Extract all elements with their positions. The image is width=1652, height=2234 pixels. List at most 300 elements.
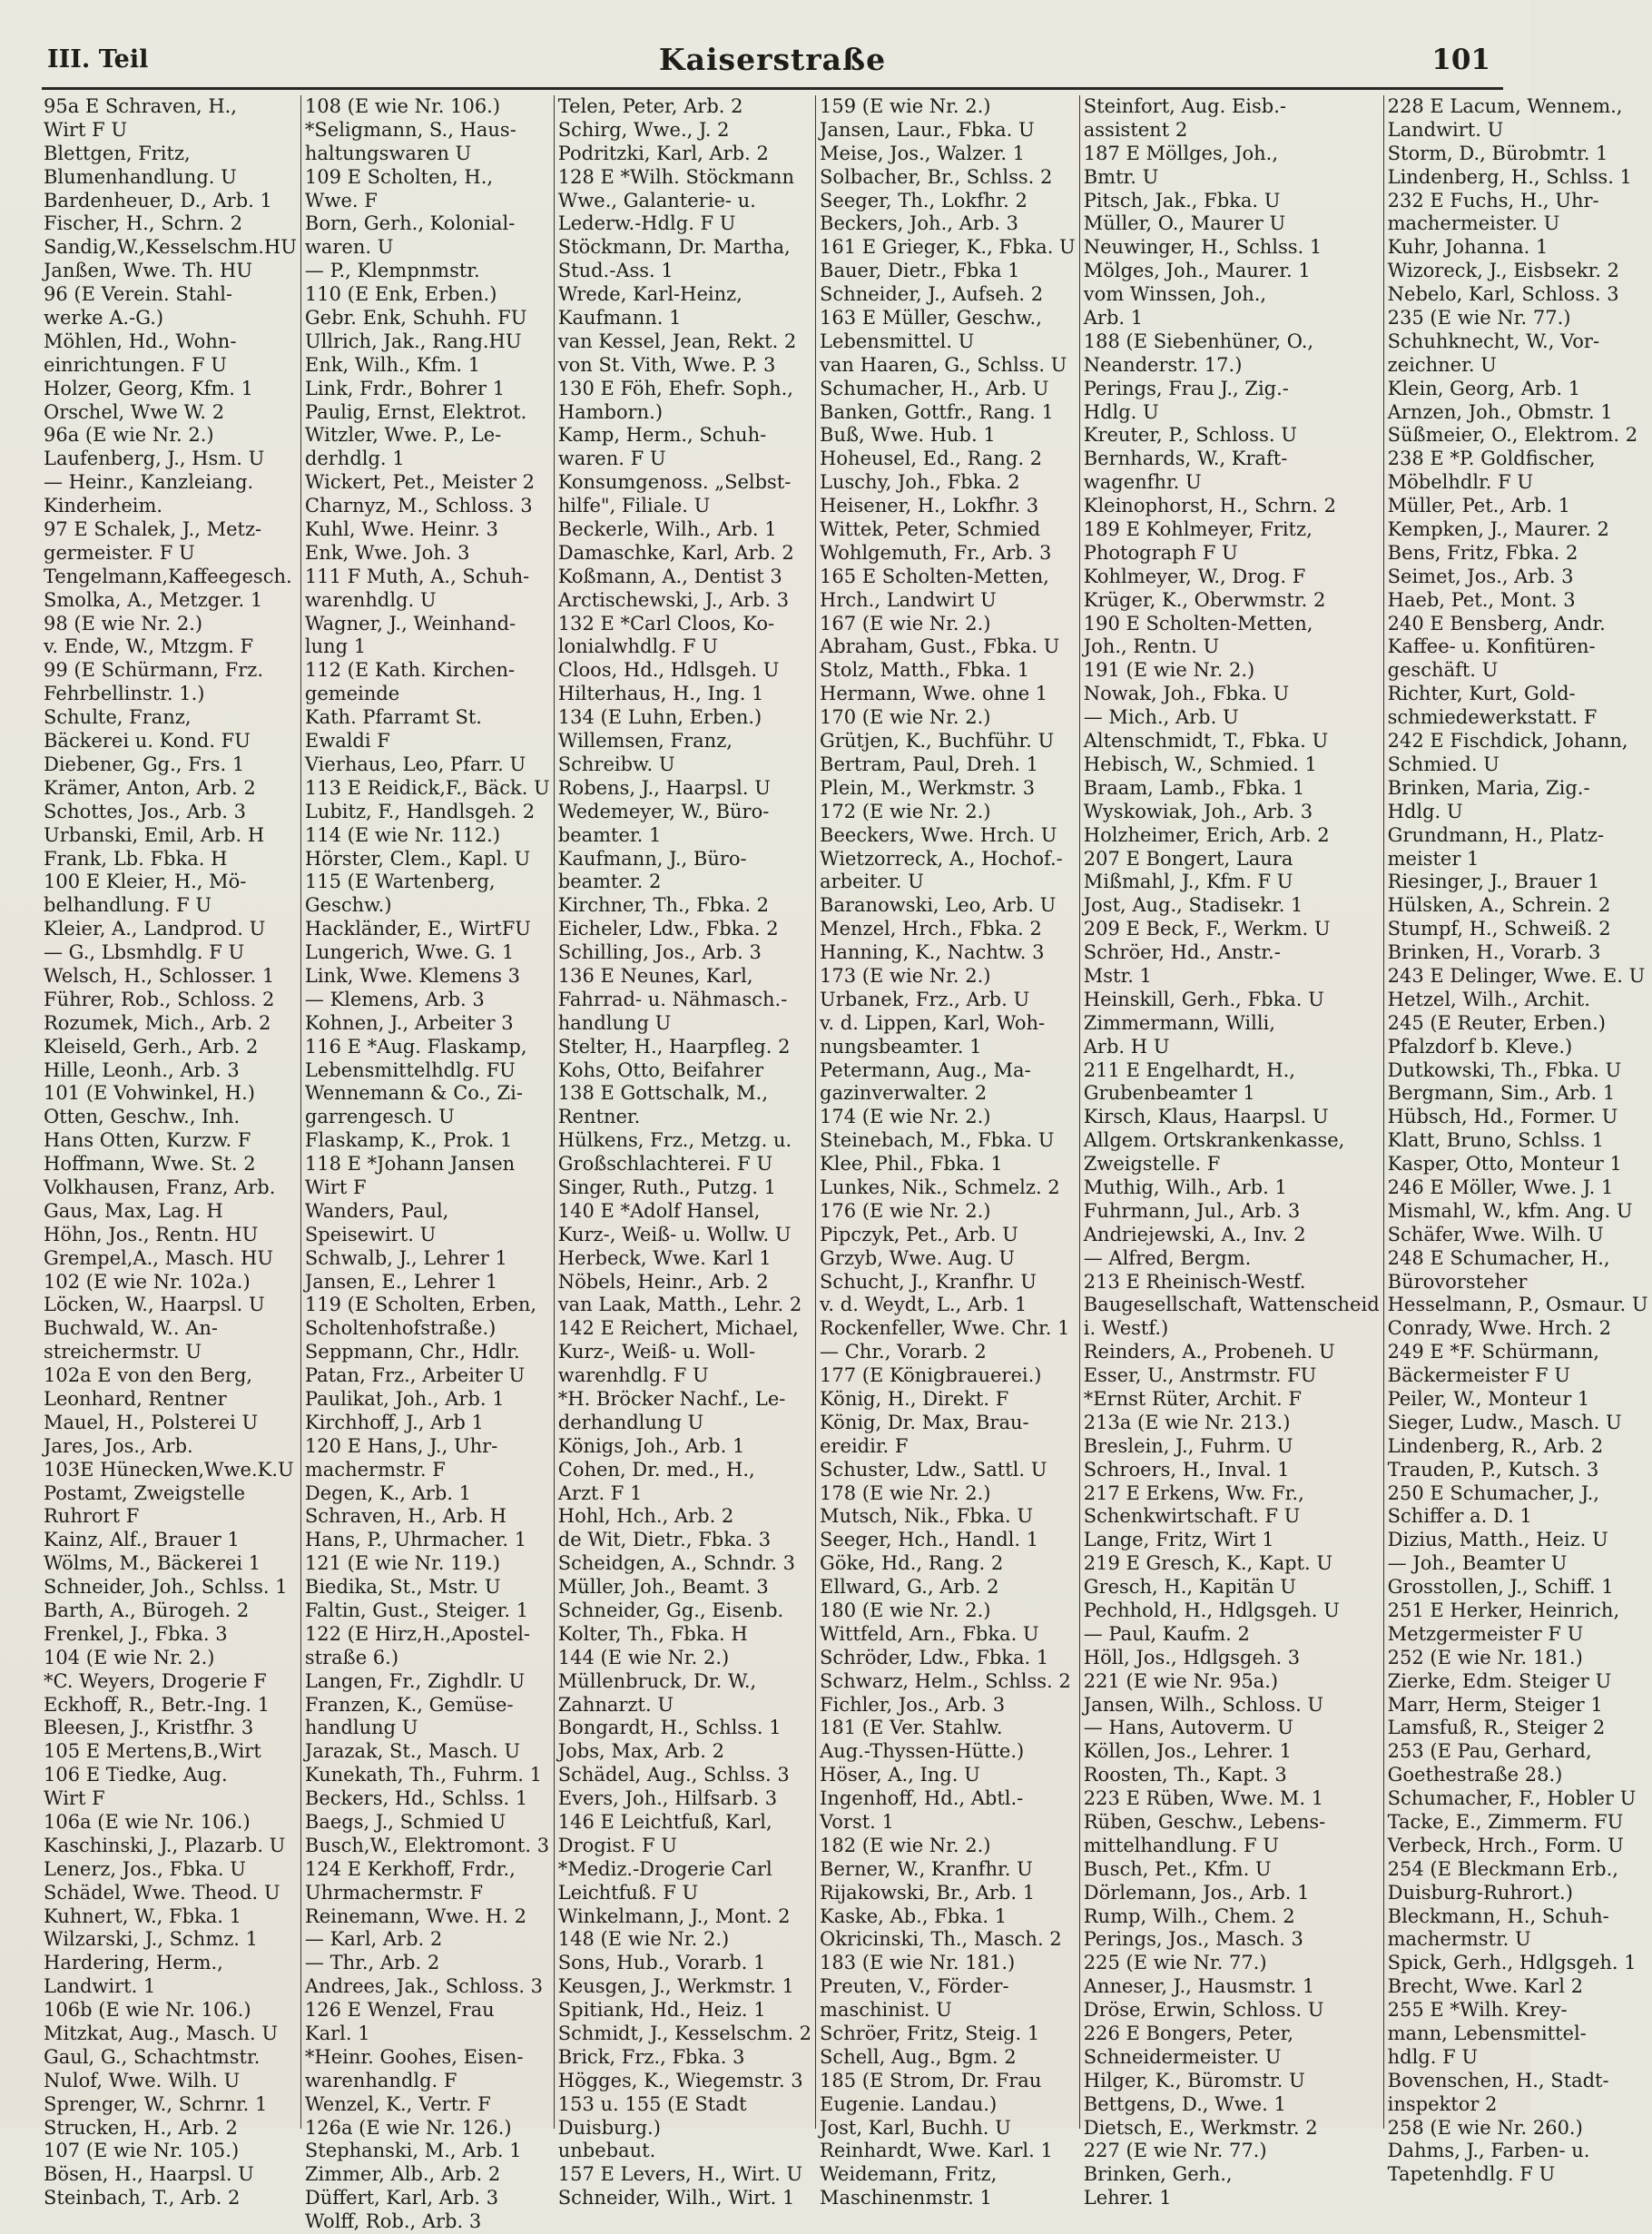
directory-entry-line: Rump, Wilh., Chem. 2 <box>1083 1904 1295 1927</box>
directory-entry-line: Pipczyk, Pet., Arb. U <box>820 1223 1018 1245</box>
directory-entry-line: *C. Weyers, Drogerie F <box>44 1669 267 1692</box>
directory-entry-line: Steinfort, Aug. Eisb.- <box>1083 95 1287 117</box>
directory-entry-line: belhandlung. F U <box>44 894 212 917</box>
directory-entry-line: Grosstollen, J., Schiff. 1 <box>1387 1576 1614 1599</box>
directory-entry-line: Göke, Hd., Rang. 2 <box>820 1552 1004 1575</box>
directory-entry-line: Wittek, Peter, Schmied <box>820 518 1041 541</box>
directory-entry-line: Scholtenhofstraße.) <box>304 1317 497 1340</box>
directory-entry-line: — Paul, Kaufm. 2 <box>1083 1622 1250 1645</box>
directory-entry-line: van Haaren, G., Schlss. U <box>820 353 1067 376</box>
directory-entry-line: Kempken, J., Maurer. 2 <box>1387 518 1609 541</box>
directory-entry-line: Telen, Peter, Arb. 2 <box>557 95 743 117</box>
directory-entry-line: Dahms, J., Farben- u. <box>1387 2140 1590 2162</box>
directory-entry-line: 128 E *Wilh. Stöckmann <box>557 165 794 188</box>
directory-entry-line: Arzt. F 1 <box>557 1481 643 1504</box>
directory-entry-line: Jost, Karl, Buchh. U <box>820 2116 1011 2139</box>
directory-entry-line: inspektor 2 <box>1387 2092 1498 2115</box>
directory-entry-line: Kleinophorst, H., Schrn. 2 <box>1083 495 1336 517</box>
directory-entry-line: Hille, Leonh., Arb. 3 <box>44 1058 240 1081</box>
directory-entry-line: Stephanski, M., Arb. 1 <box>304 2140 522 2162</box>
directory-entry-line: Schirg, Wwe., J. 2 <box>557 118 730 141</box>
directory-entry-line: 130 E Föh, Ehefr. Soph., <box>557 377 793 399</box>
directory-entry-line: Haeb, Pet., Mont. 3 <box>1387 588 1576 611</box>
directory-entry-line: Holzheimer, Erich, Arb. 2 <box>1083 823 1330 846</box>
directory-entry-line: Hanning, K., Nachtw. 3 <box>820 941 1045 964</box>
directory-entry-line: Barth, A., Bürogeh. 2 <box>44 1599 250 1621</box>
directory-entry-line: Born, Gerh., Kolonial- <box>304 212 516 235</box>
directory-entry-line: Jost, Aug., Stadisekr. 1 <box>1083 894 1303 917</box>
directory-entry-line: Bmtr. U <box>1083 165 1159 188</box>
directory-entry-line: Süßmeier, O., Elektrom. 2 <box>1387 424 1638 447</box>
directory-entry-line: mittelhandlung. F U <box>1083 1834 1279 1856</box>
directory-entry-line: Arb. H U <box>1083 1035 1170 1058</box>
directory-entry-line: gemeinde <box>304 683 400 705</box>
directory-entry-line: Klein, Georg, Arb. 1 <box>1387 377 1581 399</box>
directory-entry-line: Winkelmann, J., Mont. 2 <box>557 1904 791 1927</box>
directory-entry-line: 148 (E wie Nr. 2.) <box>557 1928 730 1951</box>
directory-entry-line: Verbeck, Hrch., Form. U <box>1387 1834 1624 1856</box>
directory-entry-line: Pfalzdorf b. Kleve.) <box>1387 1035 1573 1058</box>
directory-entry-line: Cloos, Hd., Hdlsgeh. U <box>557 659 780 682</box>
directory-entry-line: Wölms, M., Bäckerei 1 <box>44 1552 261 1575</box>
directory-entry-line: 253 (E Pau, Gerhard, <box>1387 1740 1592 1763</box>
directory-entry-line: Kuhl, Wwe. Heinr. 3 <box>304 518 498 541</box>
directory-entry-line: 187 E Möllges, Joh., <box>1083 142 1279 164</box>
directory-entry-line: Möhlen, Hd., Wohn- <box>44 330 237 352</box>
directory-entry-line: 146 E Leichtfuß, Karl, <box>557 1811 772 1834</box>
directory-entry-line: Strucken, H., Arb. 2 <box>44 2116 238 2139</box>
directory-entry-line: Krüger, K., Oberwmstr. 2 <box>1083 588 1326 611</box>
directory-entry-line: i. Westf.) <box>1083 1317 1169 1340</box>
directory-entry-line: Conrady, Wwe. Hrch. 2 <box>1387 1317 1611 1340</box>
directory-entry-line: Diebener, Gg., Frs. 1 <box>44 753 245 775</box>
directory-entry-line: Kaufmann. 1 <box>557 307 682 330</box>
directory-entry-line: 238 E *P. Goldfischer, <box>1387 448 1596 470</box>
directory-entry-line: Okricinski, Th., Masch. 2 <box>820 1928 1062 1951</box>
directory-entry-line: Frank, Lb. Fbka. H <box>44 847 228 870</box>
directory-entry-line: Möbelhdlr. F U <box>1387 471 1534 494</box>
directory-entry-line: Janßen, Wwe. Th. HU <box>44 260 253 282</box>
directory-entry-line: Kurz-, Weiß- u. Wollw. U <box>557 1223 792 1245</box>
directory-entry-line: Beeckers, Wwe. Hrch. U <box>820 823 1057 846</box>
directory-entry-line: *Mediz.-Drogerie Carl <box>557 1857 772 1880</box>
directory-entry-line: Kuhr, Johanna. 1 <box>1387 236 1549 259</box>
directory-entry-line: 107 (E wie Nr. 105.) <box>44 2140 240 2162</box>
directory-entry-line: Braam, Lamb., Fbka. 1 <box>1083 776 1305 799</box>
directory-entry-line: 163 E Müller, Geschw., <box>820 307 1042 330</box>
directory-entry-line: 180 (E wie Nr. 2.) <box>820 1599 991 1621</box>
directory-entry-line: Stud.-Ass. 1 <box>557 260 674 282</box>
directory-entry-line: Wwe., Galanterie- u. <box>557 189 756 212</box>
directory-entry-line: Hesselmann, P., Osmaur. U <box>1387 1294 1648 1316</box>
directory-entry-line: Lange, Fritz, Wirt 1 <box>1083 1529 1274 1551</box>
directory-entry-line: — Heinr., Kanzleiang. <box>44 471 254 494</box>
directory-entry-line: beamter. 1 <box>557 823 662 846</box>
directory-entry-line: einrichtungen. F U <box>44 353 227 376</box>
directory-entry-line: 119 (E Scholten, Erben, <box>304 1294 537 1316</box>
directory-entry-line: 118 E *Johann Jansen <box>304 1153 516 1176</box>
directory-entry-line: 246 E Möller, Wwe. J. 1 <box>1387 1176 1614 1198</box>
directory-entry-line: Eicheler, Ldw., Fbka. 2 <box>557 918 779 940</box>
directory-entry-line: Seimet, Jos., Arb. 3 <box>1387 565 1574 587</box>
directory-entry-line: 185 (E Strom, Dr. Frau <box>820 2069 1042 2091</box>
directory-entry-line: Podritzki, Karl, Arb. 2 <box>557 142 769 164</box>
directory-entry-line: 132 E *Carl Cloos, Ko- <box>557 612 775 635</box>
directory-entry-line: Urbanski, Emil, Arb. H <box>44 823 265 846</box>
directory-entry-line: Hackländer, E., WirtFU <box>304 918 531 940</box>
directory-entry-line: Lebensmittelhdlg. FU <box>304 1058 516 1081</box>
directory-entry-line: Klatt, Bruno, Schlss. 1 <box>1387 1129 1604 1152</box>
directory-entry-line: Andrees, Jak., Schloss. 3 <box>304 1975 544 1998</box>
directory-entry-line: Brinken, Gerh., <box>1083 2163 1233 2186</box>
directory-entry-line: Geschw.) <box>304 894 392 917</box>
directory-entry-line: Cohen, Dr. med., H., <box>557 1458 755 1481</box>
directory-entry-line: Sieger, Ludw., Masch. U <box>1387 1411 1622 1433</box>
directory-entry-line: Müller, Joh., Beamt. 3 <box>557 1576 769 1599</box>
directory-column <box>42 95 300 2209</box>
directory-entry-line: Dietsch, E., Werkmstr. 2 <box>1083 2116 1318 2139</box>
directory-entry-line: 213 E Rheinisch-Westf. <box>1083 1270 1306 1293</box>
directory-entry-line: Preuten, V., Förder- <box>820 1975 1009 1998</box>
directory-entry-line: Grundmann, H., Platz- <box>1387 823 1605 846</box>
directory-entry-line: Kohlmeyer, W., Drog. F <box>1083 565 1306 587</box>
directory-entry-line: Lehrer. 1 <box>1083 2187 1172 2209</box>
directory-entry-line: *Heinr. Goohes, Eisen- <box>304 2045 524 2068</box>
directory-entry-line: 120 E Hans, J., Uhr- <box>304 1434 498 1457</box>
directory-entry-line: Blettgen, Fritz, <box>44 142 191 164</box>
directory-entry-line: Kaske, Ab., Fbka. 1 <box>820 1904 1008 1927</box>
directory-entry-line: Joh., Rentn. U <box>1083 635 1220 658</box>
directory-entry-line: Riesinger, J., Brauer 1 <box>1387 871 1600 893</box>
directory-entry-line: Karl. 1 <box>304 2022 370 2045</box>
directory-entry-line: Perings, Frau J., Zig.- <box>1083 377 1289 399</box>
directory-entry-line: Reinhardt, Wwe. Karl. 1 <box>820 2140 1053 2162</box>
directory-entry-line: schmiedewerkstatt. F <box>1387 706 1598 729</box>
directory-entry-line: Gresch, H., Kapitän U <box>1083 1576 1296 1599</box>
directory-entry-line: Tacke, E., Zimmerm. FU <box>1387 1811 1624 1834</box>
directory-entry-line: Kasper, Otto, Monteur 1 <box>1387 1153 1622 1176</box>
directory-entry-line: Schumacher, F., Hobler U <box>1387 1787 1637 1810</box>
directory-entry-line: Jares, Jos., Arb. <box>44 1434 193 1457</box>
directory-entry-line: 181 (E Ver. Stahlw. <box>820 1717 1003 1739</box>
directory-entry-line: Enk, Wilh., Kfm. 1 <box>304 353 481 376</box>
directory-entry-line: Weidemann, Fritz, <box>820 2163 998 2186</box>
directory-entry-line: van Laak, Matth., Lehr. 2 <box>557 1294 802 1316</box>
directory-entry-line: 106a (E wie Nr. 106.) <box>44 1811 251 1834</box>
directory-entry-line: Rozumek, Mich., Arb. 2 <box>44 1011 271 1034</box>
directory-entry-line: Urbanek, Frz., Arb. U <box>820 988 1030 1010</box>
directory-entry-line: Dörlemann, Jos., Arb. 1 <box>1083 1881 1310 1904</box>
directory-entry-line: Fehrbellinstr. 1.) <box>44 683 205 705</box>
directory-entry-line: Schröer, Hd., Anstr.- <box>1083 941 1281 964</box>
directory-entry-line: handlung U <box>557 1011 672 1034</box>
directory-entry-line: Baegs, J., Schmied U <box>304 1811 506 1834</box>
directory-entry-line: — Karl, Arb. 2 <box>304 1928 443 1951</box>
directory-entry-line: 113 E Reidick,F., Bäck. U <box>304 776 550 799</box>
directory-entry-line: Schucht, J., Kranfhr. U <box>820 1270 1037 1293</box>
directory-entry-line: 140 E *Adolf Hansel, <box>557 1199 761 1222</box>
directory-entry-line: Högges, K., Wiegemstr. 3 <box>557 2069 803 2091</box>
directory-entry-line: Fichler, Jos., Arb. 3 <box>820 1693 1006 1716</box>
directory-entry-line: 167 (E wie Nr. 2.) <box>820 612 991 635</box>
directory-entry-line: waren. U <box>304 236 394 259</box>
directory-entry-line: *H. Bröcker Nachf., Le- <box>557 1387 786 1410</box>
directory-entry-line: Schuhknecht, W., Vor- <box>1387 330 1600 352</box>
directory-entry-line: 138 E Gottschalk, M., <box>557 1082 769 1105</box>
directory-entry-line: Herbeck, Wwe. Karl 1 <box>557 1246 772 1269</box>
directory-entry-line: Bertram, Paul, Dreh. 1 <box>820 753 1039 775</box>
directory-entry-line: Kaufmann, J., Büro- <box>557 847 747 870</box>
directory-entry-line: 102a E von den Berg, <box>44 1364 253 1387</box>
directory-column <box>1079 95 1383 2209</box>
directory-entry-line: Busch, Pet., Kfm. U <box>1083 1857 1272 1880</box>
directory-entry-line: Schumacher, H., Arb. U <box>820 377 1049 399</box>
directory-entry-line: Allgem. Ortskrankenkasse, <box>1083 1129 1345 1152</box>
directory-entry-line: Hdlg. U <box>1387 800 1463 822</box>
directory-entry-line: Heinskill, Gerh., Fbka. U <box>1083 988 1324 1010</box>
directory-entry-line: 173 (E wie Nr. 2.) <box>820 964 991 987</box>
directory-entry-line: Eckhoff, R., Betr.-Ing. 1 <box>44 1693 270 1716</box>
directory-entry-line: 121 (E wie Nr. 119.) <box>304 1552 501 1575</box>
directory-entry-line: Andriejewski, A., Inv. 2 <box>1083 1223 1306 1245</box>
directory-entry-line: werke A.-G.) <box>44 307 164 330</box>
directory-entry-line: 182 (E wie Nr. 2.) <box>820 1834 991 1856</box>
directory-entry-line: Wrede, Karl-Heinz, <box>557 283 742 306</box>
directory-entry-line: Tapetenhdlg. F U <box>1387 2163 1556 2186</box>
directory-entry-line: Schwalb, J., Lehrer 1 <box>304 1246 507 1269</box>
directory-entry-line: König, H., Direkt. F <box>820 1387 1009 1410</box>
directory-entry-line: 251 E Herker, Heinrich, <box>1387 1599 1620 1621</box>
directory-entry-line: Plein, M., Werkmstr. 3 <box>820 776 1036 799</box>
directory-entry-line: Goethestraße 28.) <box>1387 1764 1563 1786</box>
directory-entry-line: Muthig, Wilh., Arb. 1 <box>1083 1176 1287 1198</box>
directory-entry-line: Schröer, Fritz, Steig. 1 <box>820 2022 1040 2045</box>
directory-entry-line: vom Winssen, Joh., <box>1083 283 1267 306</box>
directory-entry-line: Nebelo, Karl, Schloss. 3 <box>1387 283 1619 306</box>
directory-entry-line: Nowak, Joh., Fbka. U <box>1083 683 1290 705</box>
directory-entry-line: 177 (E Königbrauerei.) <box>820 1364 1042 1387</box>
directory-entry-line: 126 E Wenzel, Frau <box>304 1999 495 2022</box>
directory-entry-line: Grubenbeamter 1 <box>1083 1082 1255 1105</box>
directory-entry-line: Photograph F U <box>1083 541 1238 564</box>
directory-entry-line: Zimmer, Alb., Arb. 2 <box>304 2163 501 2186</box>
directory-entry-line: Bergmann, Sim., Arb. 1 <box>1387 1082 1616 1105</box>
directory-entry-line: warenhandlg. F <box>304 2069 457 2091</box>
directory-entry-line: Kainz, Alf., Brauer 1 <box>44 1529 240 1551</box>
directory-entry-line: Rüben, Geschw., Lebens- <box>1083 1811 1326 1834</box>
directory-entry-line: Ruhrort F <box>44 1505 140 1528</box>
directory-entry-line: Stelter, H., Haarpfleg. 2 <box>557 1035 791 1058</box>
directory-entry-line: Blumenhandlung. U <box>44 165 237 188</box>
directory-entry-line: 227 (E wie Nr. 77.) <box>1083 2140 1267 2162</box>
directory-entry-line: handlung U <box>304 1717 418 1739</box>
directory-entry-line: 136 E Neunes, Karl, <box>557 964 753 987</box>
directory-entry-line: Bäckerei u. Kond. FU <box>44 730 251 753</box>
directory-entry-line: Sandig,W.,Kesselschm.HU <box>44 236 297 259</box>
directory-entry-line: Postamt, Zweigstelle <box>44 1481 246 1504</box>
directory-entry-line: Schreibw. U <box>557 753 675 775</box>
directory-entry-line: Schmied. U <box>1387 753 1500 775</box>
directory-entry-line: Schmidt, J., Kesselschm. 2 <box>557 2022 812 2045</box>
directory-entry-line: Paulig, Ernst, Elektrot. <box>304 400 527 423</box>
directory-entry-line: Wittfeld, Arn., Fbka. U <box>820 1622 1039 1645</box>
directory-entry-line: Hans, P., Uhrmacher. 1 <box>304 1529 527 1551</box>
directory-entry-line: Wenzel, K., Vertr. F <box>304 2092 491 2115</box>
directory-entry-line: — Hans, Autoverm. U <box>1083 1717 1293 1739</box>
directory-entry-line: arbeiter. U <box>820 871 924 893</box>
directory-entry-line: Lindenberg, H., Schlss. 1 <box>1387 165 1632 188</box>
directory-entry-line: Führer, Rob., Schloss. 2 <box>44 988 275 1010</box>
directory-entry-line: Hübsch, Hd., Former. U <box>1387 1106 1618 1128</box>
directory-entry-line: Storm, D., Bürobmtr. 1 <box>1387 142 1608 164</box>
directory-entry-line: Mölges, Joh., Maurer. 1 <box>1083 260 1311 282</box>
directory-entry-line: Wagner, J., Weinhand- <box>304 612 516 635</box>
directory-entry-line: germeister. F U <box>44 541 195 564</box>
directory-entry-line: machermstr. F <box>304 1458 446 1481</box>
directory-entry-line: Höhn, Jos., Rentn. HU <box>44 1223 259 1245</box>
directory-entry-line: Bürovorsteher <box>1387 1270 1528 1293</box>
directory-entry-line: Spitiank, Hd., Heiz. 1 <box>557 1999 766 2022</box>
directory-entry-line: Mismahl, W., kfm. Ang. U <box>1387 1199 1633 1222</box>
directory-entry-line: Bleckmann, H., Schuh- <box>1387 1904 1609 1927</box>
directory-entry-line: Löcken, W., Haarpsl. U <box>44 1294 265 1316</box>
directory-entry-line: Brecht, Wwe. Karl 2 <box>1387 1975 1583 1998</box>
directory-entry-line: Schell, Aug., Bgm. 2 <box>820 2045 1017 2068</box>
directory-entry-line: 95a E Schraven, H., <box>44 95 237 117</box>
directory-entry-line: Hamborn.) <box>557 400 664 423</box>
directory-entry-line: Bauer, Dietr., Fbka 1 <box>820 260 1020 282</box>
directory-entry-line: Nöbels, Heinr., Arb. 2 <box>557 1270 769 1293</box>
directory-entry-line: gazinverwalter. 2 <box>820 1082 988 1105</box>
directory-entry-line: Otten, Geschw., Inh. <box>44 1106 241 1128</box>
directory-entry-line: Schottes, Jos., Arb. 3 <box>44 800 246 822</box>
directory-entry-line: Leichtfuß. F U <box>557 1881 699 1904</box>
directory-entry-line: Degen, K., Arb. 1 <box>304 1481 471 1504</box>
directory-entry-line: de Wit, Dietr., Fbka. 3 <box>557 1529 772 1551</box>
directory-entry-line: Holzer, Georg, Kfm. 1 <box>44 377 254 399</box>
directory-entry-line: Kirchhoff, J., Arb 1 <box>304 1411 484 1433</box>
directory-entry-line: Wilzarski, J., Schmz. 1 <box>44 1928 259 1951</box>
directory-entry-line: Gaul, G., Schachtmstr. <box>44 2045 261 2068</box>
directory-entry-line: Patan, Frz., Arbeiter U <box>304 1364 526 1387</box>
directory-entry-line: Arnzen, Joh., Obmstr. 1 <box>1387 400 1613 423</box>
directory-entry-line: ereidir. F <box>820 1434 909 1457</box>
directory-entry-line: Paulikat, Joh., Arb. 1 <box>304 1387 505 1410</box>
directory-entry-line: derhdlg. 1 <box>304 448 405 470</box>
directory-entry-line: Hardering, Herm., <box>44 1952 223 1974</box>
directory-entry-line: 252 (E wie Nr. 181.) <box>1387 1646 1583 1668</box>
street-title: Kaiserstraße <box>658 42 887 77</box>
directory-entry-line: Schröder, Ldw., Fbka. 1 <box>820 1646 1049 1668</box>
directory-entry-line: Müller, Pet., Arb. 1 <box>1387 495 1571 517</box>
directory-entry-line: Hülkens, Frz., Metzg. u. <box>557 1129 792 1152</box>
directory-entry-line: Hörster, Clem., Kapl. U <box>304 847 531 870</box>
directory-entry-line: 258 (E wie Nr. 260.) <box>1387 2116 1583 2139</box>
directory-entry-line: Speisewirt. U <box>304 1223 437 1245</box>
directory-entry-line: 250 E Schumacher, J., <box>1387 1481 1599 1504</box>
directory-entry-line: Solbacher, Br., Schlss. 2 <box>820 165 1053 188</box>
directory-entry-line: 106 E Tiedke, Aug. <box>44 1764 228 1786</box>
directory-entry-line: Kohs, Otto, Beifahrer <box>557 1058 764 1081</box>
directory-entry-line: 112 (E Kath. Kirchen- <box>304 659 516 682</box>
directory-entry-line: streichermstr. U <box>44 1341 202 1363</box>
directory-entry-line: Tengelmann,Kaffeegesch. <box>44 565 292 587</box>
directory-entry-line: Jobs, Max, Arb. 2 <box>557 1740 724 1763</box>
directory-entry-line: — Alfred, Bergm. <box>1083 1246 1252 1269</box>
directory-entry-line: Brinken, H., Vorarb. 3 <box>1387 941 1601 964</box>
directory-entry-line: meister 1 <box>1387 847 1480 870</box>
directory-entry-line: Hoheusel, Ed., Rang. 2 <box>820 448 1043 470</box>
directory-entry-line: 217 E Erkens, Ww. Fr., <box>1083 1481 1304 1504</box>
directory-entry-line: Schneider, Gg., Eisenb. <box>557 1599 784 1621</box>
directory-entry-line: Kamp, Herm., Schuh- <box>557 424 767 447</box>
directory-entry-line: Lubitz, F., Handlsgeh. 2 <box>304 800 536 822</box>
directory-entry-line: 207 E Bongert, Laura <box>1083 847 1293 870</box>
directory-entry-line: maschinist. U <box>820 1999 952 2022</box>
directory-entry-line: 189 E Kohlmeyer, Fritz, <box>1083 518 1313 541</box>
directory-entry-line: Bäckermeister F U <box>1387 1364 1570 1387</box>
directory-entry-line: 142 E Reichert, Michael, <box>557 1317 799 1340</box>
directory-entry-line: 144 (E wie Nr. 2.) <box>557 1646 730 1668</box>
directory-entry-line: Keusgen, J., Werkmstr. 1 <box>557 1975 794 1998</box>
directory-entry-line: Kolter, Th., Fbka. H <box>557 1622 748 1645</box>
directory-entry-line: Dröse, Erwin, Schloss. U <box>1083 1999 1324 2022</box>
directory-entry-line: wagenfhr. U <box>1083 471 1202 494</box>
directory-entry-line: 103E Hünecken,Wwe.K.U <box>44 1458 294 1481</box>
directory-entry-line: Ellward, G., Arb. 2 <box>820 1576 999 1599</box>
directory-entry-line: Maschinenmstr. 1 <box>820 2187 992 2209</box>
directory-entry-line: 153 u. 155 (E Stadt <box>557 2092 747 2115</box>
directory-entry-line: Jansen, Wilh., Schloss. U <box>1083 1693 1324 1716</box>
directory-entry-line: Esser, U., Anstrmstr. FU <box>1083 1364 1317 1387</box>
directory-entry-line: Schädel, Aug., Schlss. 3 <box>557 1764 790 1786</box>
directory-entry-line: Schuster, Ldw., Sattl. U <box>820 1458 1047 1481</box>
directory-entry-line: 183 (E wie Nr. 181.) <box>820 1952 1016 1974</box>
directory-entry-line: Wizoreck, J., Eisbsekr. 2 <box>1387 260 1620 282</box>
directory-entry-line: assistent 2 <box>1083 118 1188 141</box>
directory-entry-line: Uhrmachermstr. F <box>304 1881 484 1904</box>
directory-entry-line: Eugenie. Landau.) <box>820 2092 998 2115</box>
directory-entry-line: Arb. 1 <box>1083 307 1144 330</box>
directory-entry-line: Beckers, Joh., Arb. 3 <box>820 212 1018 235</box>
directory-entry-line: Kunekath, Th., Fuhrm. 1 <box>304 1764 542 1786</box>
directory-entry-line: Anneser, J., Hausmstr. 1 <box>1083 1975 1315 1998</box>
directory-entry-line: hdlg. F U <box>1387 2045 1479 2068</box>
directory-entry-line: Wyskowiak, Joh., Arb. 3 <box>1083 800 1313 822</box>
directory-entry-line: Stolz, Matth., Fbka. 1 <box>820 659 1030 682</box>
directory-entry-line: Rockenfeller, Wwe. Chr. 1 <box>820 1317 1070 1340</box>
directory-entry-line: 134 (E Luhn, Erben.) <box>557 706 762 729</box>
directory-entry-line: Stöckmann, Dr. Martha, <box>557 236 791 259</box>
directory-entry-line: Schilling, Jos., Arb. 3 <box>557 941 762 964</box>
directory-entry-line: Mißmahl, J., Kfm. F U <box>1083 871 1293 893</box>
directory-entry-line: Reinemann, Wwe. H. 2 <box>304 1904 526 1927</box>
directory-entry-line: Hdlg. U <box>1083 400 1159 423</box>
directory-entry-line: Welsch, H., Schlosser. 1 <box>44 964 275 987</box>
directory-entry-line: Dutkowski, Th., Fbka. U <box>1387 1058 1622 1081</box>
directory-entry-line: 223 E Rüben, Wwe. M. 1 <box>1083 1787 1324 1810</box>
directory-entry-line: Schenkwirtschaft. F U <box>1083 1505 1301 1528</box>
directory-entry-line: 221 (E wie Nr. 95a.) <box>1083 1669 1279 1692</box>
directory-entry-line: hilfe", Filiale. U <box>557 495 711 517</box>
directory-entry-line: Buchwald, W.. An- <box>44 1317 218 1340</box>
directory-entry-line: Neuwinger, H., Schlss. 1 <box>1083 236 1323 259</box>
directory-entry-line: Hetzel, Wilh., Archit. <box>1387 988 1590 1010</box>
directory-entry-line: Lenerz, Jos., Fbka. U <box>44 1857 246 1880</box>
directory-entry-line: Bardenheuer, D., Arb. 1 <box>44 189 272 212</box>
directory-entry-line: 99 (E Schürmann, Frz. <box>44 659 264 682</box>
directory-entry-line: Zimmermann, Willi, <box>1083 1011 1275 1034</box>
